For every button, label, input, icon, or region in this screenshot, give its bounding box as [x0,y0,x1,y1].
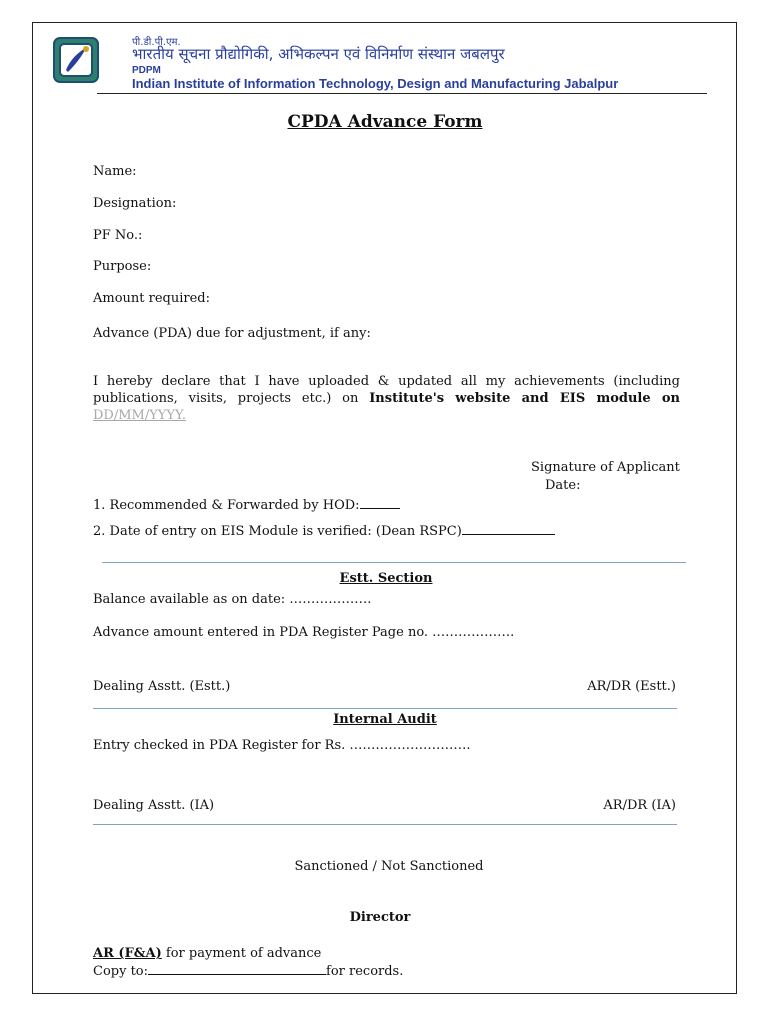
sanction-status: Sanctioned / Not Sanctioned [294,859,484,874]
director-label: Director [349,910,411,925]
copy-line [93,962,403,979]
field-name: Name: [93,164,137,179]
ar-text: for payment of advance [161,946,322,961]
audit-heading: Internal Audit [333,712,437,727]
audit-ar-dr: AR/DR (IA) [603,798,676,813]
signature-date: Date: [545,478,581,493]
recommend-line [93,496,400,513]
recommend-text: 1. Recommended & Forwarded by HOD: [93,498,360,513]
signature-label: Signature of Applicant [531,460,680,475]
audit-divider [93,824,677,825]
ar-line [93,946,321,961]
header-eng-name: Indian Institute of Information Technology, Design and Manufacturing Jabalpur [132,76,619,91]
declaration-bold: Institute's website and EIS module on [369,391,680,406]
recommend-blank [360,496,400,509]
estt-balance: Balance available as on date: ………………. [93,592,372,607]
estt-dealing-asstt: Dealing Asstt. (Estt.) [93,679,231,694]
header-eng-abbr: PDPM [132,65,161,76]
field-purpose: Purpose: [93,259,152,274]
header-hindi-name: भारतीय सूचना प्रौद्योगिकी, अभिकल्पन एवं विनिर्माण संस्थान जबलपुर [132,45,505,63]
header-hindi-abbr: पी.डी.पी.एम. [132,37,181,48]
declaration-date: DD/MM/YYYY. [93,408,187,423]
field-advance-due: Advance (PDA) due for adjustment, if any: [93,326,371,341]
estt-ar-dr: AR/DR (Estt.) [587,679,676,694]
declaration-text: I hereby declare that I have uploaded & updated all my achievements (including publications, visits, projects etc.) on [93,374,680,406]
field-amount: Amount required: [93,291,211,306]
institute-logo-icon [52,36,100,84]
verify-text: 2. Date of entry on EIS Module is verified: (Dean RSPC) [93,524,462,539]
header-divider [97,93,707,94]
verify-line [93,522,555,539]
declaration-paragraph [93,373,680,424]
audit-dealing-asstt: Dealing Asstt. (IA) [93,798,215,813]
field-designation: Designation: [93,196,177,211]
estt-register: Advance amount entered in PDA Register Page no. ………………. [93,625,515,640]
audit-entry: Entry checked in PDA Register for Rs. ………………………. [93,738,471,753]
field-pf-no: PF No.: [93,228,143,243]
page-title: CPDA Advance Form [287,112,483,132]
copy-blank [148,962,326,975]
copy-suffix: for records. [326,964,404,979]
estt-heading: Estt. Section [339,571,433,586]
copy-label: Copy to: [93,964,149,979]
estt-divider [93,708,677,709]
ar-label: AR (F&A) [93,946,162,961]
verify-blank [462,522,555,535]
section-divider [102,562,686,563]
